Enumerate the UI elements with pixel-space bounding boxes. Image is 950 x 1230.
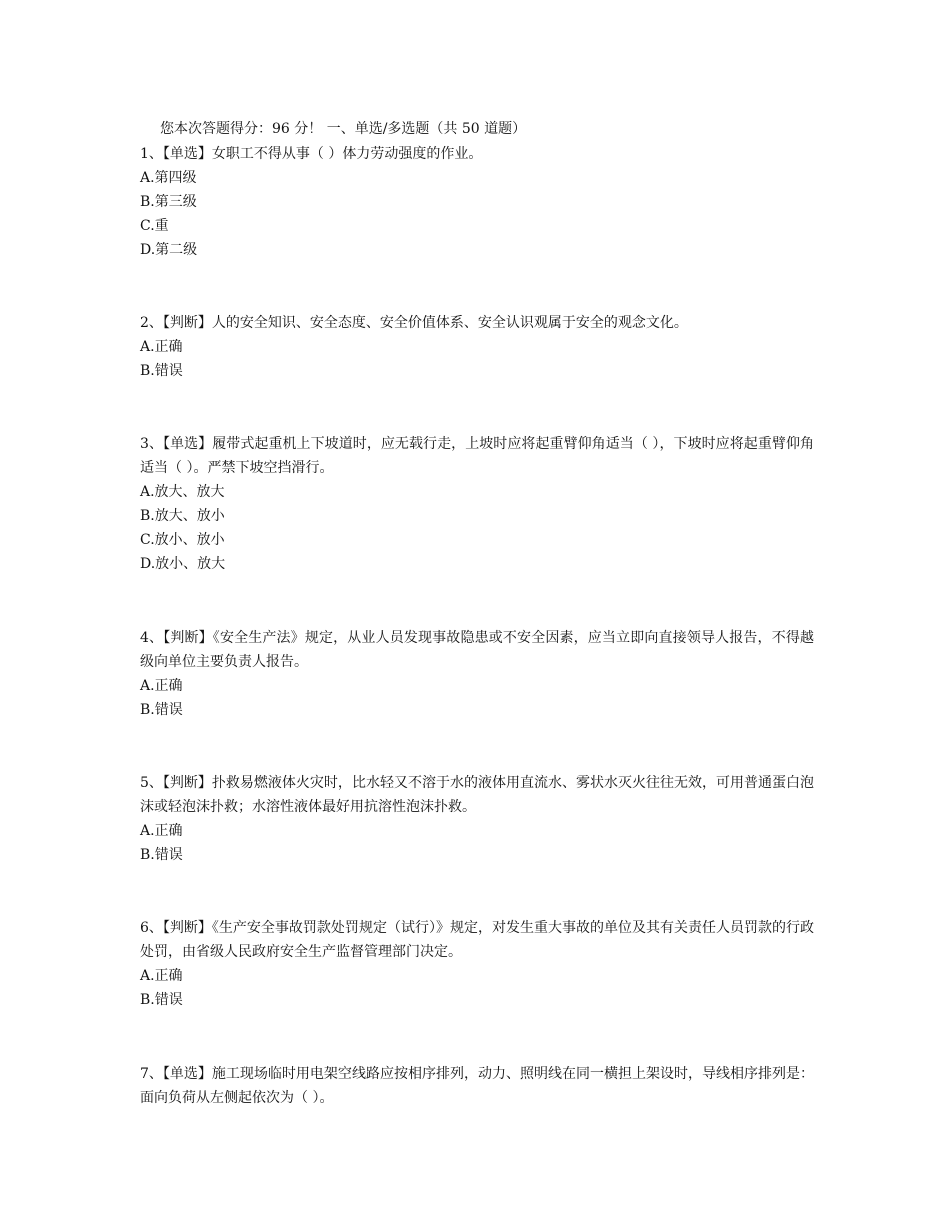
option-a: A.正确: [140, 968, 183, 984]
question-5: [140, 771, 814, 867]
question-text: 4、【判断】《安全生产法》规定，从业人员发现事故隐患或不安全因素，应当立即向直接领导人报告，不得越级向单位主要负责人报告。: [140, 630, 814, 670]
question-7: [140, 1062, 814, 1110]
option-a: A.正确: [140, 339, 183, 355]
option-d: D.第二级: [140, 242, 198, 258]
question-4: [140, 626, 814, 722]
question-6: [140, 916, 814, 1012]
option-b: B.错误: [140, 702, 183, 718]
option-a: A.正确: [140, 823, 183, 839]
question-text: 7、【单选】施工现场临时用电架空线路应按相序排列，动力、照明线在同一横担上架设时，导线相序排列是：面向负荷从左侧起依次为（ ）。: [140, 1066, 814, 1106]
option-b: B.错误: [140, 847, 183, 863]
question-text: 1、【单选】女职工不得从事（ ）体力劳动强度的作业。: [140, 146, 483, 162]
option-b: B.第三级: [140, 194, 197, 210]
option-d: D.放小、放大: [140, 556, 226, 572]
option-a: A.正确: [140, 678, 183, 694]
option-c: C.重: [140, 218, 169, 234]
question-2: [140, 311, 814, 383]
question-text: 2、【判断】人的安全知识、安全态度、安全价值体系、安全认识观属于安全的观念文化。: [140, 315, 688, 331]
option-c: C.放小、放小: [140, 532, 225, 548]
question-text: 5、【判断】扑救易燃液体火灾时，比水轻又不溶于水的液体用直流水、雾状水灭火往往无效，可用普通蛋白泡沫或轻泡沫扑救；水溶性液体最好用抗溶性泡沫扑救。: [140, 775, 814, 815]
question-3: [140, 432, 814, 576]
option-b: B.错误: [140, 992, 183, 1008]
question-1: [140, 142, 814, 262]
question-text: 6、【判断】《生产安全事故罚款处罚规定（试行）》规定，对发生重大事故的单位及其有关责任人员罚款的行政处罚，由省级人民政府安全生产监督管理部门决定。: [140, 920, 814, 960]
option-b: B.错误: [140, 363, 183, 379]
option-a: A.放大、放大: [140, 484, 225, 500]
question-text: 3、【单选】履带式起重机上下坡道时，应无载行走，上坡时应将起重臂仰角适当（ ），下坡时应将起重臂仰角适当（ ）。严禁下坡空挡滑行。: [140, 436, 814, 476]
option-b: B.放大、放小: [140, 508, 225, 524]
option-a: A.第四级: [140, 170, 197, 186]
score-header: 您本次答题得分：96 分！ 一、单选/多选题（共 50 道题）: [160, 121, 527, 137]
